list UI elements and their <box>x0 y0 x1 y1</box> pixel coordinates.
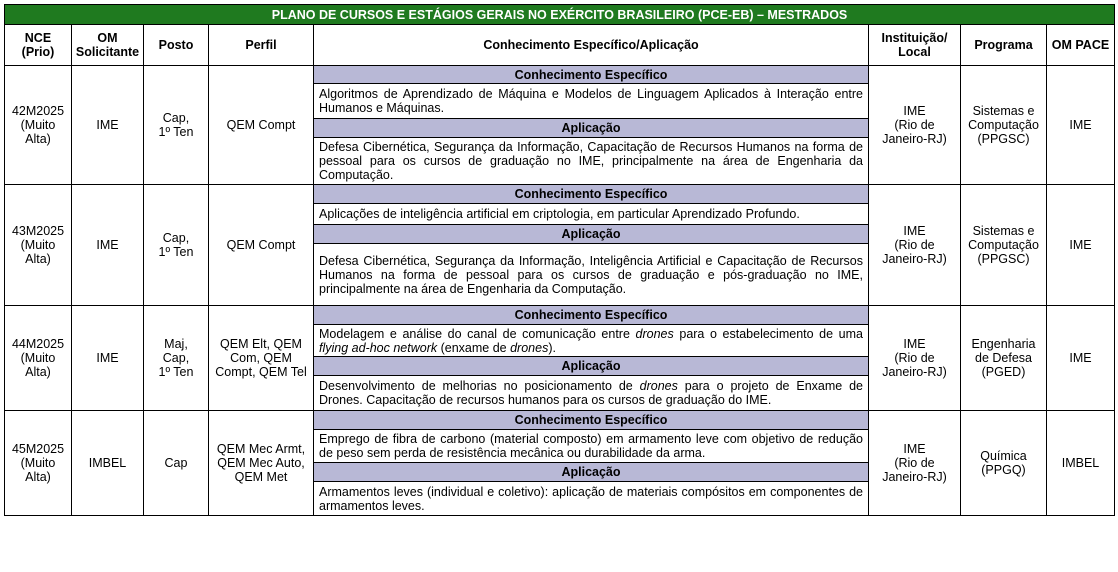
column-header-posto: Posto <box>143 24 209 66</box>
column-header-om-pace: OM PACE <box>1046 24 1115 66</box>
column-header-programa: Programa <box>960 24 1047 66</box>
conhecimento-especifico-header: Conhecimento Específico <box>313 410 869 430</box>
cell-nce: 43M2025 (Muito Alta) <box>4 184 72 306</box>
conhecimento-especifico-header: Conhecimento Específico <box>313 305 869 325</box>
cell-posto: Cap, 1º Ten <box>143 65 209 185</box>
cell-instituicao: IME (Rio de Janeiro-RJ) <box>868 65 961 185</box>
cell-instituicao: IME (Rio de Janeiro-RJ) <box>868 410 961 516</box>
cell-programa: Engenharia de Defesa (PGED) <box>960 305 1047 411</box>
cell-programa: Sistemas e Computação (PPGSC) <box>960 184 1047 306</box>
conhecimento-especifico-text: Emprego de fibra de carbono (material composto) em armamento leve com objetivo de redução de peso sem perda de resistência mecânica ou durabilidade da arma. <box>313 429 869 463</box>
cell-programa: Sistemas e Computação (PPGSC) <box>960 65 1047 185</box>
aplicacao-header: Aplicação <box>313 356 869 376</box>
cell-om-pace: IME <box>1046 305 1115 411</box>
cell-om-pace: IME <box>1046 65 1115 185</box>
cell-om-pace: IMBEL <box>1046 410 1115 516</box>
aplicacao-text: Armamentos leves (individual e coletivo): aplicação de materiais compósitos em componentes de armamentos leves. <box>313 481 869 516</box>
cell-om-solicitante: IME <box>71 184 144 306</box>
conhecimento-especifico-text: Algoritmos de Aprendizado de Máquina e Modelos de Linguagem Aplicados à Interação entre Humanos e Máquinas. <box>313 83 869 119</box>
conhecimento-especifico-header: Conhecimento Específico <box>313 184 869 204</box>
cell-nce: 45M2025 (Muito Alta) <box>4 410 72 516</box>
table-title: PLANO DE CURSOS E ESTÁGIOS GERAIS NO EXÉRCITO BRASILEIRO (PCE-EB) – MESTRADOS <box>4 4 1115 25</box>
cell-instituicao: IME (Rio de Janeiro-RJ) <box>868 184 961 306</box>
aplicacao-header: Aplicação <box>313 224 869 244</box>
conhecimento-especifico-text: Aplicações de inteligência artificial em criptologia, em particular Aprendizado Profundo. <box>313 203 869 225</box>
cell-om-solicitante: IMBEL <box>71 410 144 516</box>
cell-perfil: QEM Mec Armt, QEM Mec Auto, QEM Met <box>208 410 314 516</box>
column-header-om-solicitante: OM Solicitante <box>71 24 144 66</box>
cell-programa: Química (PPGQ) <box>960 410 1047 516</box>
cell-om-pace: IME <box>1046 184 1115 306</box>
cell-om-solicitante: IME <box>71 305 144 411</box>
cell-perfil: QEM Compt <box>208 65 314 185</box>
conhecimento-especifico-header: Conhecimento Específico <box>313 65 869 84</box>
cell-om-solicitante: IME <box>71 65 144 185</box>
column-header-perfil: Perfil <box>208 24 314 66</box>
aplicacao-text: Defesa Cibernética, Segurança da Informação, Capacitação de Recursos Humanos na forma de pessoal para os cursos de graduação no IME, principalmente na área de Engenharia da Computação. <box>313 137 869 185</box>
column-header-instituicao: Instituição/ Local <box>868 24 961 66</box>
column-header-nce: NCE (Prio) <box>4 24 72 66</box>
cell-posto: Cap <box>143 410 209 516</box>
aplicacao-text: Defesa Cibernética, Segurança da Informação, Inteligência Artificial e Capacitação de Recursos Humanos na forma de pessoal para os cursos de graduação e pós-graduação no IME, principalmente na área de Engenharia da Computação. <box>313 243 869 306</box>
cell-perfil: QEM Compt <box>208 184 314 306</box>
cell-nce: 42M2025 (Muito Alta) <box>4 65 72 185</box>
column-header-conhecimento: Conhecimento Específico/Aplicação <box>313 24 869 66</box>
aplicacao-header: Aplicação <box>313 118 869 138</box>
courses-table <box>4 4 1114 566</box>
aplicacao-text: Desenvolvimento de melhorias no posicionamento de drones para o projeto de Enxame de Drones. Capacitação de recursos humanos para os cursos de graduação do IME. <box>313 375 869 411</box>
conhecimento-especifico-text: Modelagem e análise do canal de comunicação entre drones para o estabelecimento de uma flying ad-hoc network (enxame de drones). <box>313 324 869 357</box>
cell-posto: Maj, Cap, 1º Ten <box>143 305 209 411</box>
aplicacao-header: Aplicação <box>313 462 869 482</box>
cell-nce: 44M2025 (Muito Alta) <box>4 305 72 411</box>
cell-instituicao: IME (Rio de Janeiro-RJ) <box>868 305 961 411</box>
cell-perfil: QEM Elt, QEM Com, QEM Compt, QEM Tel <box>208 305 314 411</box>
cell-posto: Cap, 1º Ten <box>143 184 209 306</box>
